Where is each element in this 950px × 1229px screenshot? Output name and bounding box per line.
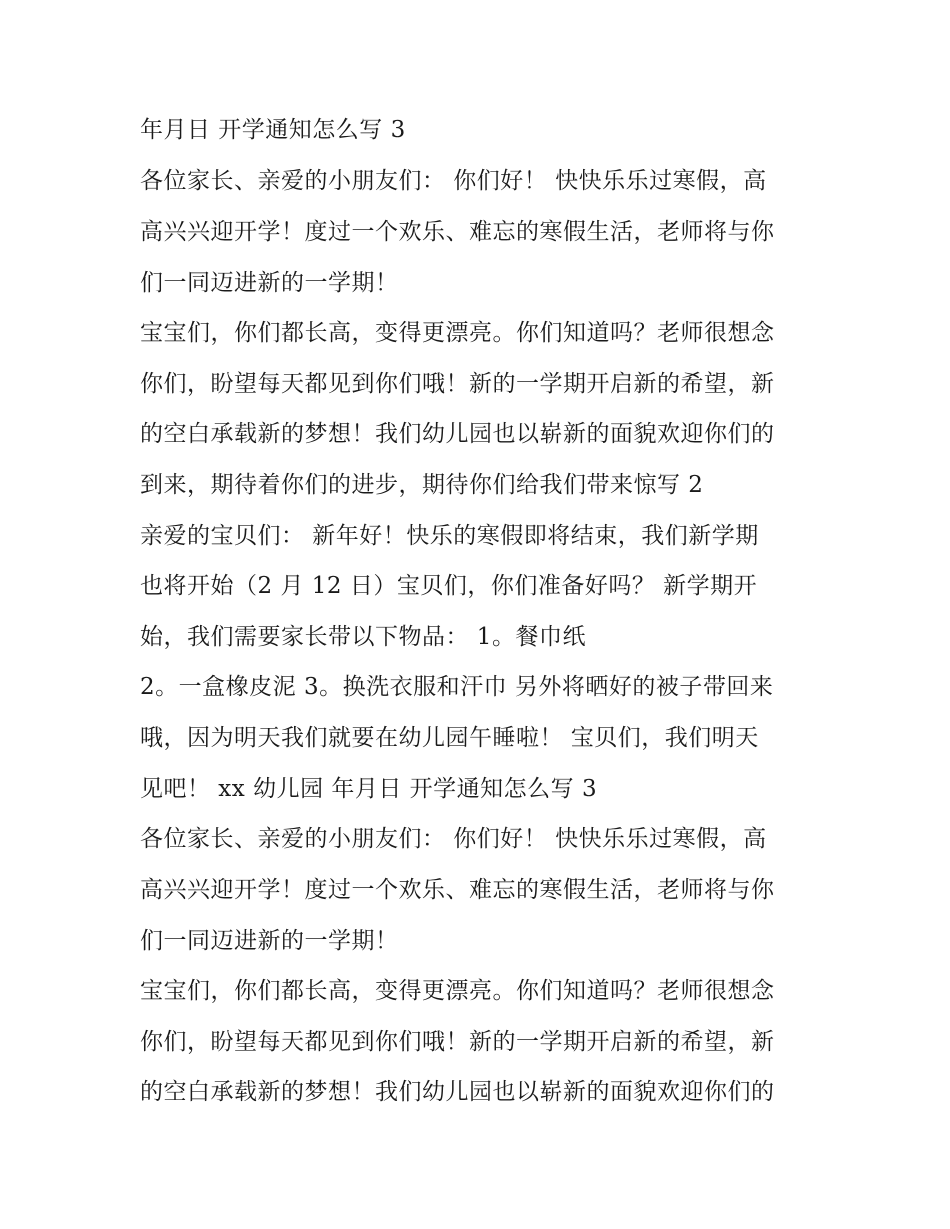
text-line: 哦，因为明天我们就要在幼儿园午睡啦！ 宝贝们，我们明天 — [140, 725, 759, 751]
text-line: 见吧！ xx 幼儿园 年月日 开学通知怎么写 3 — [140, 776, 598, 802]
text-line: 们一同迈进新的一学期！ — [140, 928, 399, 954]
text-line: 各位家长、亲爱的小朋友们： 你们好！ 快快乐乐过寒假，高 — [140, 168, 767, 194]
text-line: 亲爱的宝贝们： 新年好！快乐的寒假即将结束，我们新学期 — [140, 523, 759, 549]
text-line: 到来，期待着你们的进步，期待你们给我们带来惊写 2 — [140, 472, 704, 498]
text-line: 宝宝们，你们都长高，变得更漂亮。你们知道吗？老师很想念 — [140, 978, 775, 1004]
text-line: 你们，盼望每天都见到你们哦！新的一学期开启新的希望，新 — [140, 1029, 775, 1055]
text-line: 高兴兴迎开学！度过一个欢乐、难忘的寒假生活，老师将与你 — [140, 877, 775, 903]
text-line: 你们，盼望每天都见到你们哦！新的一学期开启新的希望，新 — [140, 371, 775, 397]
text-line: 宝宝们，你们都长高，变得更漂亮。你们知道吗？老师很想念 — [140, 320, 775, 346]
text-line: 也将开始（2 月 12 日）宝贝们，你们准备好吗？ 新学期开 — [140, 573, 758, 599]
text-line: 始，我们需要家长带以下物品： 1。餐巾纸 — [140, 624, 586, 650]
text-line: 高兴兴迎开学！度过一个欢乐、难忘的寒假生活，老师将与你 — [140, 219, 775, 245]
text-line: 年月日 开学通知怎么写 3 — [140, 117, 406, 143]
text-line: 2。一盒橡皮泥 3。换洗衣服和汗巾 另外将晒好的被子带回来 — [140, 674, 774, 700]
text-line: 的空白承载新的梦想！我们幼儿园也以崭新的面貌欢迎你们的 — [140, 421, 775, 447]
text-line: 各位家长、亲爱的小朋友们： 你们好！ 快快乐乐过寒假，高 — [140, 826, 767, 852]
text-line: 的空白承载新的梦想！我们幼儿园也以崭新的面貌欢迎你们的 — [140, 1079, 775, 1105]
text-line: 们一同迈进新的一学期！ — [140, 270, 399, 296]
